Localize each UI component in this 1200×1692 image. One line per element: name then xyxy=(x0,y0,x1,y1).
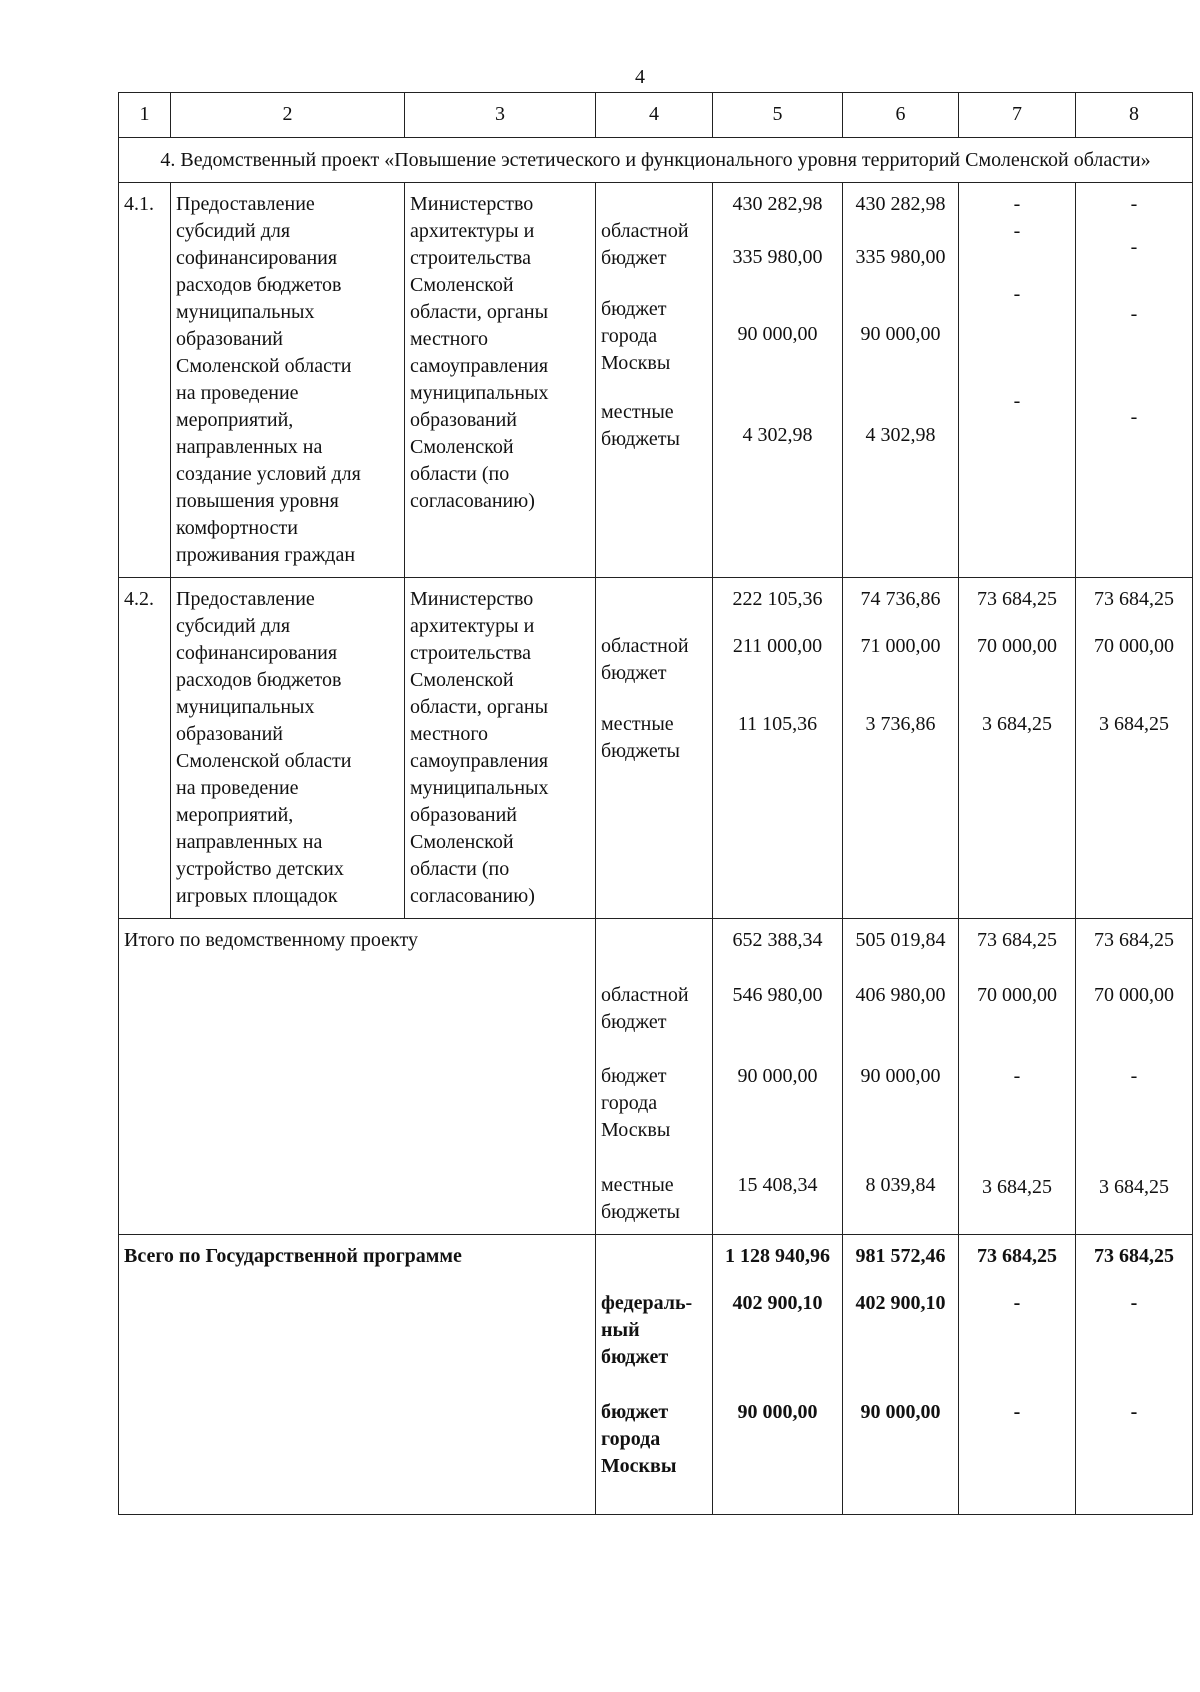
row-col7: - - - - xyxy=(959,183,1076,578)
row-number: 4.1. xyxy=(119,183,171,578)
row-name: Предоставление субсидий для софинансирования расходов бюджетов муниципальных образований Смоленской области на проведение мероприятий, направленных на устройство детских игровых площадок xyxy=(171,578,405,919)
table-row xyxy=(119,578,1193,919)
header-cell: 4 xyxy=(596,93,713,138)
row-col5: 222 105,36 211 000,00 11 105,36 xyxy=(713,578,843,919)
row-col5: 430 282,98 335 980,00 90 000,00 4 302,98 xyxy=(713,183,843,578)
row-col6: 74 736,86 71 000,00 3 736,86 xyxy=(843,578,959,919)
row-sources: областной бюджет бюджет города Москвы местные бюджеты xyxy=(596,183,713,578)
section-title: 4. Ведомственный проект «Повышение эстетического и функционального уровня территорий Смоленской области» xyxy=(119,138,1193,183)
table-row xyxy=(119,183,1193,578)
header-cell: 5 xyxy=(713,93,843,138)
header-row xyxy=(119,93,1193,138)
row-sources: федераль-ный бюджет бюджет города Москвы xyxy=(596,1235,713,1515)
row-col8: 73 684,25 70 000,00 3 684,25 xyxy=(1076,578,1193,919)
row-col5: 1 128 940,96 402 900,10 90 000,00 xyxy=(713,1235,843,1515)
row-col7: 73 684,25 - - xyxy=(959,1235,1076,1515)
row-col7: 73 684,25 70 000,00 3 684,25 xyxy=(959,578,1076,919)
row-executor: Министерство архитектуры и строительства Смоленской области, органы местного самоуправления муниципальных образований Смоленской области (по согласованию) xyxy=(405,578,596,919)
project-total-row xyxy=(119,919,1193,1235)
row-col7: 73 684,25 70 000,00 - 3 684,25 xyxy=(959,919,1076,1235)
row-number: 4.2. xyxy=(119,578,171,919)
row-col6: 505 019,84 406 980,00 90 000,00 8 039,84 xyxy=(843,919,959,1235)
row-col6: 430 282,98 335 980,00 90 000,00 4 302,98 xyxy=(843,183,959,578)
project-total-label: Итого по ведомственному проекту xyxy=(119,919,596,1235)
row-name: Предоставление субсидий для софинансирования расходов бюджетов муниципальных образований Смоленской области на проведение мероприятий, направленных на создание условий для повышения уровня комфортности проживания граждан xyxy=(171,183,405,578)
header-cell: 2 xyxy=(171,93,405,138)
header-cell: 1 xyxy=(119,93,171,138)
section-row xyxy=(119,138,1193,183)
program-total-row xyxy=(119,1235,1193,1515)
page-number: 4 xyxy=(635,66,645,88)
header-cell: 8 xyxy=(1076,93,1193,138)
row-col8: - - - - xyxy=(1076,183,1193,578)
program-total-label: Всего по Государственной программе xyxy=(119,1235,596,1515)
header-cell: 7 xyxy=(959,93,1076,138)
row-sources: областной бюджет местные бюджеты xyxy=(596,578,713,919)
row-executor: Министерство архитектуры и строительства Смоленской области, органы местного самоуправления муниципальных образований Смоленской области (по согласованию) xyxy=(405,183,596,578)
header-cell: 6 xyxy=(843,93,959,138)
header-cell: 3 xyxy=(405,93,596,138)
row-col8: 73 684,25 - - xyxy=(1076,1235,1193,1515)
row-col6: 981 572,46 402 900,10 90 000,00 xyxy=(843,1235,959,1515)
budget-table xyxy=(118,92,1193,1515)
row-sources: областной бюджет бюджет города Москвы местные бюджеты xyxy=(596,919,713,1235)
row-col5: 652 388,34 546 980,00 90 000,00 15 408,34 xyxy=(713,919,843,1235)
row-col8: 73 684,25 70 000,00 - 3 684,25 xyxy=(1076,919,1193,1235)
